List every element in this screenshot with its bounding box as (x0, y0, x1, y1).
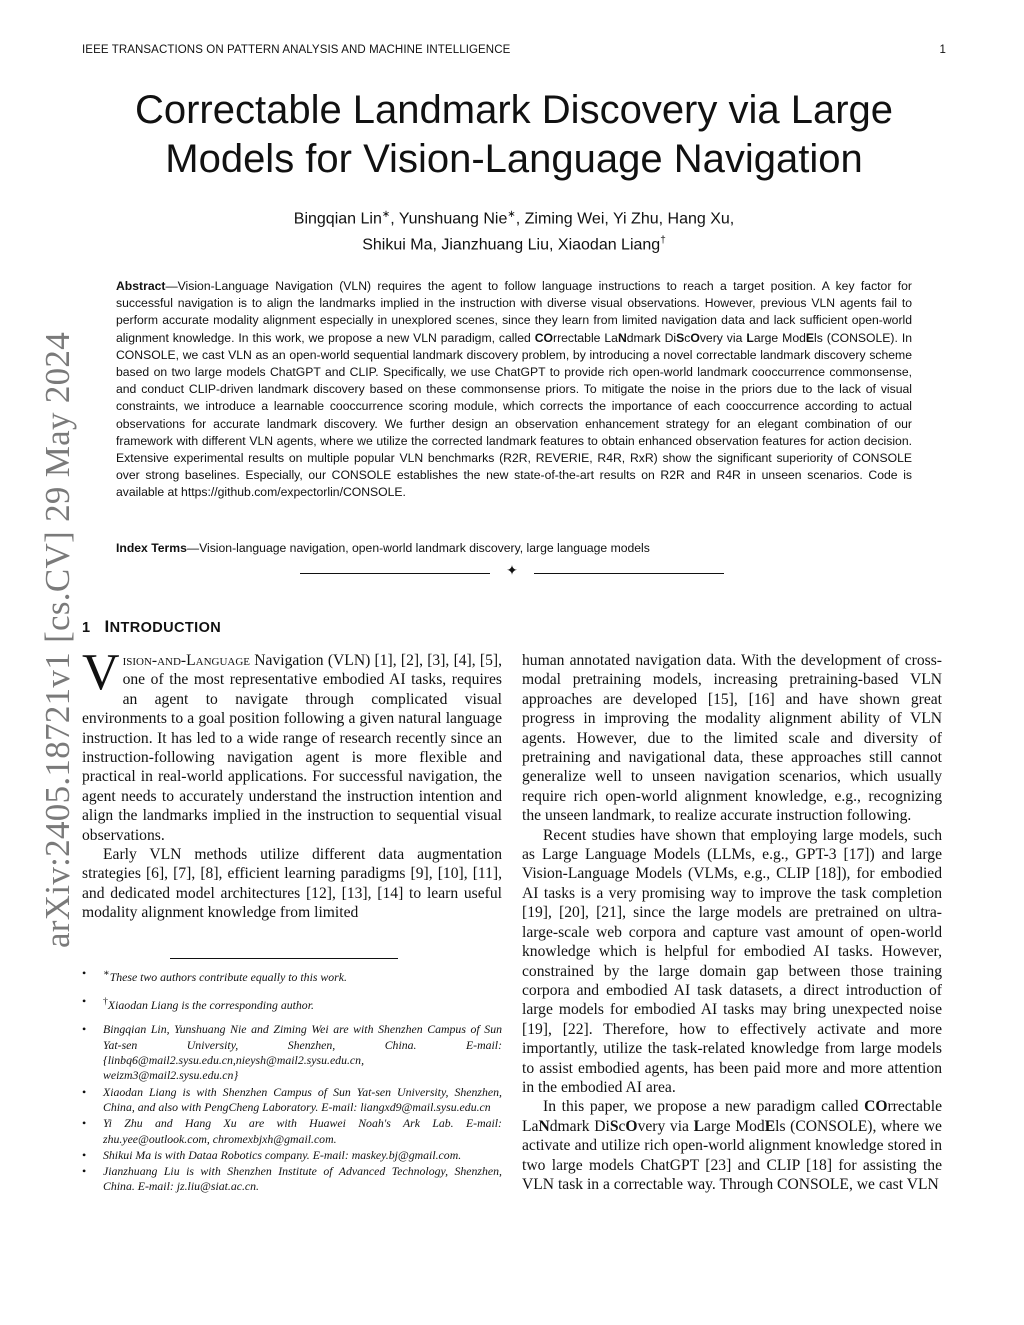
footnote-item (82, 1116, 502, 1147)
abstract-text: ls (CONSOLE). In CONSOLE, we cast VLN as an open-world sequential landmark discovery problem, by introducing a novel correctable landmark discovery scheme based on two large models ChatGPT and CLIP. Specifically, we use ChatGPT to provide rich open-world landmark cooccurrence commonsense, and conduct CLIP-driven landmark discovery based on these commonsense priors. To mitigate the noise in the priors due to the lack of visual constraints, we introduce a learnable cooccurrence scoring module, which corrects the importance of each cooccurrence according to actual observations for accurate landmark discovery. We further design an observation enhancement strategy for an elegant combination of our framework with different VLN agents, where we utilize the corrected landmark features to obtain enhanced observation features for action decision. Extensive experimental results on multiple popular VLN benchmarks (R2R, REVERIE, R4R, RxR) show the significant superiority of CONSOLE over strong baselines. Especially, our CONSOLE establishes the new state-of-the-art results on R2R and R4R in unseen scenarios. Code is available at https://github.com/expectorlin/CONSOLE. (116, 330, 912, 500)
footnote-text: Xiaodan Liang is with Shenzhen Campus of Sun Yat-sen University, Shenzhen, China, and also with PengCheng Laboratory. E-mail: liangxd9@mail.sysu.edu.cn (103, 1084, 502, 1114)
acronym-letter: L (746, 330, 754, 345)
bullet-icon: • (82, 1022, 87, 1037)
paragraph-lead: ision-and-Language (122, 652, 251, 669)
abstract (116, 278, 912, 502)
abstract-text: arge Mod (753, 330, 806, 345)
index-terms-text: —Vision-language navigation, open-world landmark discovery, large language models (186, 541, 650, 555)
acronym-letter: S (676, 330, 685, 345)
title-line-2: Models for Vision-Language Navigation (165, 137, 863, 181)
footnote-text: Jianzhuang Liu is with Shenzhen Institute of Advanced Technology, Shenzhen, China. E-mail: jz.liu@siat.ac.cn. (103, 1164, 502, 1194)
footnote-mark: † (103, 996, 108, 1008)
author-text: , Ziming Wei, Yi Zhu, Hang Xu, (515, 210, 735, 228)
bullet-icon: • (82, 966, 87, 980)
journal-name: IEEE TRANSACTIONS ON PATTERN ANALYSIS AND MACHINE INTELLIGENCE (82, 44, 511, 56)
acronym-letter: L (693, 1117, 705, 1135)
separator-line (300, 573, 490, 574)
separator-star-icon: ✦ (506, 564, 518, 579)
running-header (82, 44, 946, 56)
index-terms (116, 540, 912, 557)
acronym-letter: CO (864, 1098, 888, 1116)
footnote-text: Shikui Ma is with Dataa Robotics company. E-mail: maskey.bj@gmail.com. (103, 1147, 462, 1162)
paper-title (82, 86, 946, 184)
footnote-item (82, 1085, 502, 1116)
section-number: 1 (82, 620, 91, 636)
bullet-icon: • (82, 1147, 87, 1162)
equal-contribution-mark: ∗ (381, 209, 391, 220)
footnote-item (82, 1148, 502, 1163)
footnote-item (82, 1164, 502, 1195)
acronym-letter: E (764, 1117, 776, 1135)
paragraph-text: ls (CONSOLE), where we activate and utilize rich open-world alignment knowledge stored in two large models ChatGPT [23] and CLIP [18] for assisting the VLN task in a correctable way. Through CONSOLE, we cast VLN (522, 1117, 942, 1193)
index-terms-label: Index Terms (116, 541, 187, 555)
acronym-letter: S (609, 1117, 619, 1135)
paragraph-text: Navigation (VLN) [1], [2], [3], [4], [5], one of the most representative embodied AI tasks, requires an agent to navigate through complicated visual environments to a goal position following a given natural language instruction. It has led to a wide range of research recently since an instruction-following navigation agent is more flexible and practical in real-world applications. For successful navigation, the agent needs to accurately understand the instruction intention and align the landmarks implied in the instruction to sequential visual observations. (82, 652, 502, 844)
equal-contribution-mark: ∗ (507, 209, 516, 220)
footnote-text: Yi Zhu and Hang Xu are with Huawei Noah's Ark Lab. E-mail: zhu.yee@outlook.com, chromexbjxh@gmail.com. (103, 1116, 502, 1146)
author-text: Bingqian Lin (293, 210, 382, 228)
section-title-rest: NTRODUCTION (109, 620, 222, 636)
title-line-1: Correctable Landmark Discovery via Large (134, 88, 894, 132)
paragraph-text: very via (637, 1117, 694, 1135)
page-number: 1 (939, 44, 946, 56)
corresponding-author-mark: † (660, 235, 666, 247)
paragraph (522, 1097, 942, 1194)
footnote-text: Bingqian Lin, Yunshuang Nie and Ziming Wei are with Shenzhen Campus of Sun Yat-sen University, Shenzhen, China. E-mail:{linbq6@mail2.sysu.edu.cn,nieysh@mail2.sysu.edu.cn, weizm3@mail2.sysu.edu.cn} (103, 1022, 502, 1083)
footnote-item (82, 1022, 502, 1083)
acronym-letter: N (538, 1117, 550, 1135)
abstract-text: dmark Di (626, 330, 677, 345)
bullet-icon: • (82, 994, 87, 1009)
bullet-icon: • (82, 1164, 87, 1179)
footnote-text: Xiaodan Liang is the corresponding author. (107, 998, 314, 1013)
separator-line (534, 573, 724, 574)
acronym-letter: CO (534, 330, 554, 345)
abstract-text: very via (699, 330, 747, 345)
author-text: , Yunshuang Nie (390, 210, 508, 228)
abstract-label: Abstract (116, 279, 166, 293)
paragraph (82, 644, 502, 845)
footnote-mark: ∗ (103, 968, 110, 979)
bullet-icon: • (82, 1116, 87, 1131)
paragraph: human annotated navigation data. With the development of cross-modal pretraining models, increasing pretraining-based VLN approaches are developed [15], [16] and have shown great progress in improving the modality alignment ability of VLN agents. However, due to the limited scale and diversity of pretraining and navigational data, these approaches still cannot generalize well to unseen navigation scenarios, which usually require rich open-world alignment knowledge, e.g., recognizing the unseen landmark, to realize accurate instruction following. (522, 652, 942, 825)
acronym-letter: N (617, 330, 627, 345)
paragraph: Early VLN methods utilize different data augmentation strategies [6], [7], [8], efficient learning paradigms [9], [10], [11], and dedicated model architectures [12], [13], [14] to learn useful modality alignment knowledge from limited (82, 846, 502, 922)
paragraph-text: arge Mod (704, 1117, 765, 1135)
abstract-text: —Vision-Language Navigation (VLN) requires the agent to follow language instructions to reach a target position. A key factor for successful navigation is to align the landmarks implied in the instruction with diverse visual observations. However, previous VLN agents fail to perform accurate modality alignment especially in unexplored scenes, since they learn from limited navigation data and lack sufficient open-world alignment knowledge. In this work, we propose a new VLN paradigm, called (116, 279, 912, 345)
arxiv-stamp: arXiv:2405.18721v1 [cs.CV] 29 May 2024 (38, 331, 77, 949)
paragraph-text: In this paper, we propose a new paradigm called (543, 1098, 865, 1116)
bullet-icon: • (82, 1084, 87, 1099)
footnote-rule (170, 958, 398, 959)
acronym-letter: E (805, 330, 815, 345)
paragraph-text: rrectable La (522, 1098, 942, 1135)
left-column (82, 644, 502, 923)
section-heading (82, 617, 221, 637)
section-title-cap: I (104, 617, 110, 636)
footnotes (82, 966, 502, 1196)
abstract-text: c (684, 330, 691, 345)
acronym-letter: O (690, 330, 700, 345)
acronym-letter: O (625, 1117, 638, 1135)
footnote-item (82, 966, 502, 985)
author-text: Shikui Ma, Jianzhuang Liu, Xiaodan Liang (362, 236, 661, 254)
drop-cap: V (82, 644, 120, 701)
abstract-text: rrectable La (553, 330, 618, 345)
paragraph: Recent studies have shown that employing large models, such as Large Language Models (LLMs, e.g., GPT-3 [17]) and large Vision-Language Models (VLMs, e.g., CLIP [18]), for embodied AI tasks is a very promising way to improve the task completion [19], [20], [21], since the large models are pretrained on ultra-large-scale web corpora and capture vast amount of open-world knowledge which is helpful for embodied AI tasks. However, constrained by the large domain gap between those training corpora and embodied AI task datasets, a direct introduction of large models for embodied AI tasks may bring unexpected noise [19], [22]. Therefore, how to effectively activate and more importantly, utilize the task-related knowledge from large models to assist embodied agents, has been paid more and more attention in the embodied AI area. (522, 826, 942, 1096)
footnote-text: These two authors contribute equally to this work. (109, 969, 347, 984)
author-list (82, 204, 946, 257)
paragraph-text: dmark Di (549, 1117, 610, 1135)
section-separator (300, 566, 724, 580)
right-column (522, 651, 942, 1194)
footnote-item (82, 994, 502, 1013)
paragraph-text: c (618, 1117, 626, 1135)
